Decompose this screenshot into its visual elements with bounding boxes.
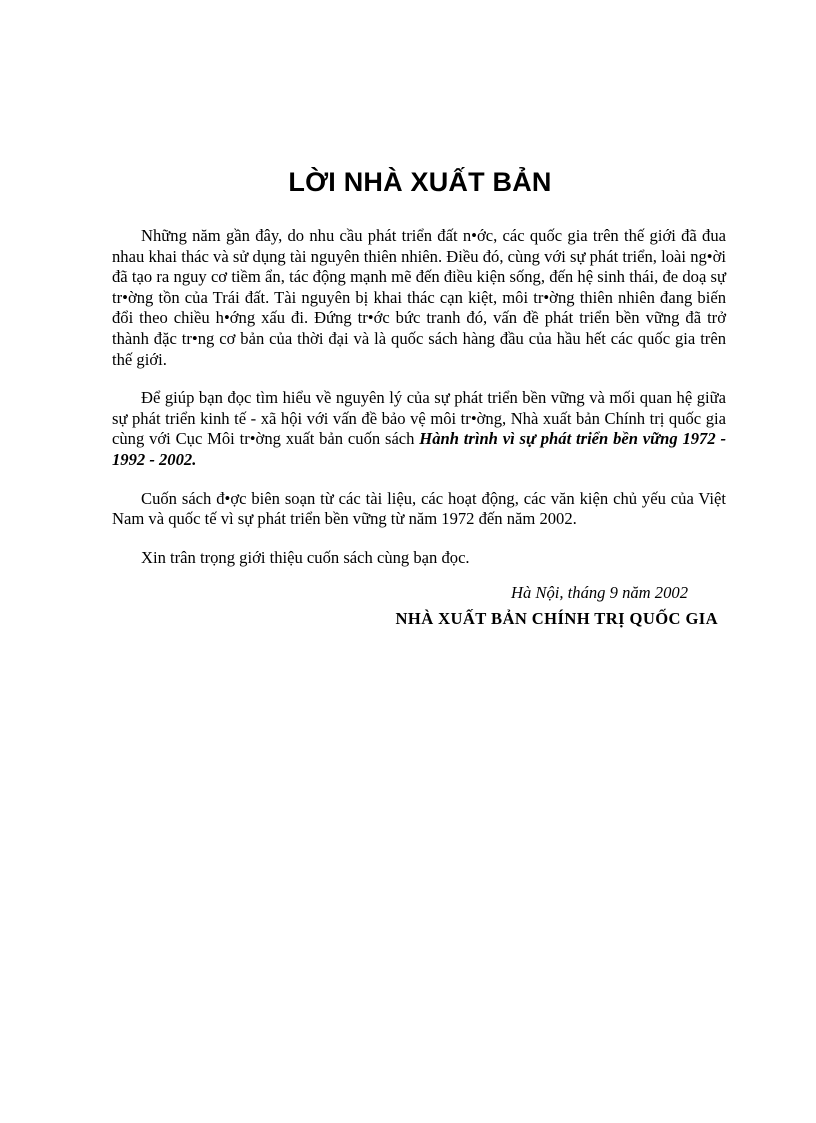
signature-publisher: NHÀ XUẤT BẢN CHÍNH TRỊ QUỐC GIA — [395, 609, 718, 628]
book-title-emphasis: Hành trình vì sự phát triển bền vững 1972 - 1992 - 2002. — [112, 429, 726, 469]
paragraph-intro: Những năm gần đây, do nhu cầu phát triển đất n•ớc, các quốc gia trên thế giới đã đua nhau khai thác và sử dụng tài nguyên thiên nhiên. Điều đó, cùng với sự phát triển, loài ng•ời đã tạo ra nguy cơ tiềm ẩn, tác động mạnh mẽ đến điều kiện sống, đến hệ sinh thái, đe doạ sự tr•ờng tồn của Trái đất. Tài nguyên bị khai thác cạn kiệt, môi tr•ờng thiên nhiên đang biến đổi theo chiều h•ớng xấu đi. Đứng tr•ớc bức tranh đó, vấn đề phát triển bền vững đã trở thành đặc tr•ng cơ bản của thời đại và là quốc sách hàng đầu của hầu hết các quốc gia trên thế giới. — [112, 226, 726, 369]
page-title: LỜI NHÀ XUẤT BẢN — [288, 167, 552, 197]
document-body — [112, 226, 726, 586]
paragraph-closing: Xin trân trọng giới thiệu cuốn sách cùng bạn đọc. — [141, 547, 470, 567]
signature-place-date: Hà Nội, tháng 9 năm 2002 — [510, 583, 688, 602]
paragraph-purpose — [112, 388, 726, 470]
paragraph-purpose-text: Để giúp bạn đọc tìm hiểu về nguyên lý của sự phát triển bền vững và mối quan hệ giữa sự phát triển kinh tế - xã hội với vấn đề bảo vệ môi tr•ờng, Nhà xuất bản Chính trị quốc gia cùng với Cục Môi tr•ờng xuất bản cuốn sách — [112, 388, 726, 449]
paragraph-sources: Cuốn sách đ•ợc biên soạn từ các tài liệu, các hoạt động, các văn kiện chủ yếu của Việt Nam và quốc tế vì sự phát triển bền vững từ năm 1972 đến năm 2002. — [112, 488, 726, 529]
